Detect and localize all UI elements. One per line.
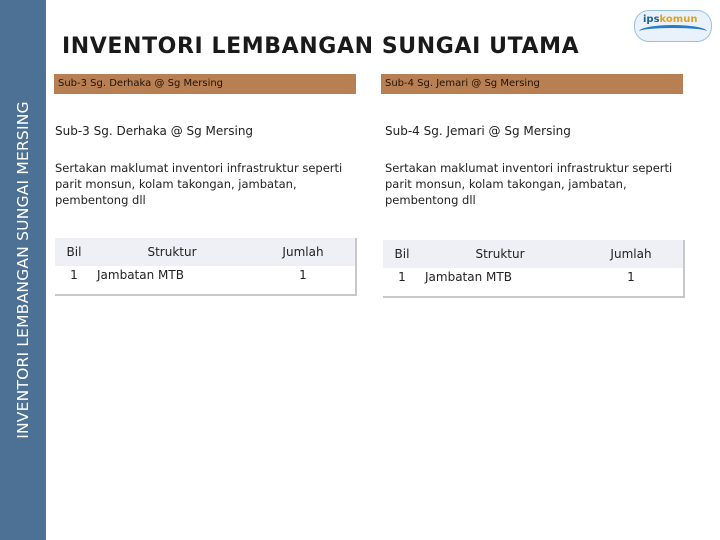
logo-text	[643, 14, 697, 25]
logo-text-a: ips	[643, 14, 660, 25]
col-header-bil: Bil	[383, 240, 421, 268]
right-column-header: Sub-4 Sg. Jemari @ Sg Mersing	[381, 74, 683, 94]
cell-jumlah: 1	[251, 266, 356, 295]
right-inventory-table	[383, 240, 685, 298]
left-column-header: Sub-3 Sg. Derhaka @ Sg Mersing	[54, 74, 356, 94]
vertical-title-text: INVENTORI LEMBANGAN SUNGAI MERSING	[14, 101, 32, 439]
vertical-section-title	[0, 0, 46, 540]
table-header-row	[383, 240, 684, 268]
right-column-subtitle: Sub-4 Sg. Jemari @ Sg Mersing	[385, 124, 571, 138]
logo-swoosh	[639, 25, 707, 38]
page-title: INVENTORI LEMBANGAN SUNGAI UTAMA	[62, 34, 580, 59]
table-header-row	[55, 238, 356, 266]
cell-bil: 1	[383, 268, 421, 297]
cell-struktur: Jambatan MTB	[421, 268, 579, 297]
col-header-jumlah: Jumlah	[579, 240, 684, 268]
cell-struktur: Jambatan MTB	[93, 266, 251, 295]
agency-logo-icon	[634, 10, 712, 42]
table-row	[55, 266, 356, 295]
col-header-bil: Bil	[55, 238, 93, 266]
left-inventory-table	[55, 238, 357, 296]
cell-jumlah: 1	[579, 268, 684, 297]
col-header-struktur: Struktur	[421, 240, 579, 268]
cell-bil: 1	[55, 266, 93, 295]
col-header-jumlah: Jumlah	[251, 238, 356, 266]
left-column-subtitle: Sub-3 Sg. Derhaka @ Sg Mersing	[55, 124, 254, 138]
logo-text-b: komun	[659, 14, 698, 25]
left-column-description: Sertakan maklumat inventori infrastruktur seperti parit monsun, kolam takongan, jambatan, pembentong dll	[55, 161, 343, 207]
col-header-struktur: Struktur	[93, 238, 251, 266]
right-column-description: Sertakan maklumat inventori infrastruktur seperti parit monsun, kolam takongan, jambatan, pembentong dll	[385, 161, 673, 207]
table-row	[383, 268, 684, 297]
